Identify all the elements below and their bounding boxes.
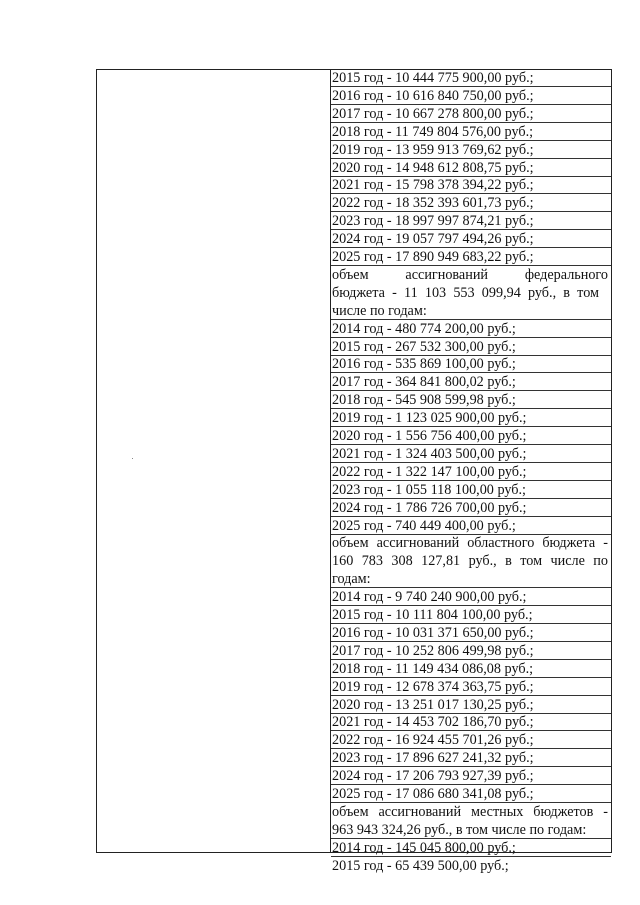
funding-line-federal-2015: 2015 год - 267 532 300,00 руб.; <box>331 339 611 356</box>
funding-line-regional-2019: 2019 год - 12 678 374 363,75 руб.; <box>331 679 611 696</box>
funding-line-regional-2016: 2016 год - 10 031 371 650,00 руб.; <box>331 625 611 642</box>
funding-line-total-2019: 2019 год - 13 959 913 769,62 руб.; <box>331 142 611 159</box>
funding-line-total-2025: 2025 год - 17 890 949 683,22 руб.; <box>331 249 611 266</box>
federal-budget-heading-2: бюджета - 11 103 553 099,94 руб., в том <box>332 284 599 301</box>
funding-line-total-2020: 2020 год - 14 948 612 808,75 руб.; <box>331 160 611 177</box>
funding-line-federal-2024: 2024 год - 1 786 726 700,00 руб.; <box>331 500 611 517</box>
funding-line-regional-2022: 2022 год - 16 924 455 701,26 руб.; <box>331 732 611 749</box>
funding-line-total-2024: 2024 год - 19 057 797 494,26 руб.; <box>331 231 611 248</box>
federal-budget-heading-1: объем ассигнований федерального <box>332 266 608 283</box>
regional-budget-heading-2: 160 783 308 127,81 руб., в том числе по <box>332 553 608 570</box>
funding-line-federal-2022: 2022 год - 1 322 147 100,00 руб.; <box>331 464 611 481</box>
federal-budget-heading-3: числе по годам: <box>331 303 611 320</box>
funding-line-total-2016: 2016 год - 10 616 840 750,00 руб.; <box>331 88 611 105</box>
funding-line-total-2022: 2022 год - 18 352 393 601,73 руб.; <box>331 195 611 212</box>
funding-line-total-2017: 2017 год - 10 667 278 800,00 руб.; <box>331 106 611 123</box>
funding-line-regional-2015: 2015 год - 10 111 804 100,00 руб.; <box>331 607 611 624</box>
funding-line-total-2018: 2018 год - 11 749 804 576,00 руб.; <box>331 124 611 141</box>
funding-line-federal-2020: 2020 год - 1 556 756 400,00 руб.; <box>331 428 611 445</box>
funding-line-total-2021: 2021 год - 15 798 378 394,22 руб.; <box>331 177 611 194</box>
funding-line-regional-2024: 2024 год - 17 206 793 927,39 руб.; <box>331 768 611 785</box>
regional-budget-heading-3: годам: <box>331 571 611 588</box>
funding-line-regional-2014: 2014 год - 9 740 240 900,00 руб.; <box>331 589 611 606</box>
funding-line-regional-2017: 2017 год - 10 252 806 499,98 руб.; <box>331 643 611 660</box>
table-right-cell <box>331 70 611 874</box>
table-left-cell <box>97 70 331 852</box>
funding-line-federal-2025: 2025 год - 740 449 400,00 руб.; <box>331 518 611 535</box>
funding-line-total-2023: 2023 год - 18 997 997 874,21 руб.; <box>331 213 611 230</box>
funding-line-federal-2019: 2019 год - 1 123 025 900,00 руб.; <box>331 410 611 427</box>
funding-line-federal-2018: 2018 год - 545 908 599,98 руб.; <box>331 392 611 409</box>
funding-table <box>96 69 612 874</box>
regional-budget-heading-1: объем ассигнований областного бюджета - <box>332 535 608 552</box>
funding-line-total-2015: 2015 год - 10 444 775 900,00 руб.; <box>331 70 611 87</box>
funding-line-local-2014: 2014 год - 145 045 800,00 руб.; <box>331 840 611 857</box>
funding-line-federal-2021: 2021 год - 1 324 403 500,00 руб.; <box>331 446 611 463</box>
funding-line-regional-2025: 2025 год - 17 086 680 341,08 руб.; <box>331 786 611 803</box>
funding-line-federal-2016: 2016 год - 535 869 100,00 руб.; <box>331 356 611 373</box>
funding-line-regional-2020: 2020 год - 13 251 017 130,25 руб.; <box>331 697 611 714</box>
local-budget-heading-1: объем ассигнований местных бюджетов - <box>332 803 608 820</box>
funding-line-local-2015: 2015 год - 65 439 500,00 руб.; <box>332 857 509 874</box>
funding-line-regional-2023: 2023 год - 17 896 627 241,32 руб.; <box>331 750 611 767</box>
funding-line-federal-2014: 2014 год - 480 774 200,00 руб.; <box>331 321 611 338</box>
funding-line-federal-2023: 2023 год - 1 055 118 100,00 руб.; <box>331 482 611 499</box>
funding-line-regional-2018: 2018 год - 11 149 434 086,08 руб.; <box>331 661 611 678</box>
local-budget-heading-2: 963 943 324,26 руб., в том числе по годам: <box>331 822 611 839</box>
funding-line-regional-2021: 2021 год - 14 453 702 186,70 руб.; <box>331 714 611 731</box>
funding-line-federal-2017: 2017 год - 364 841 800,02 руб.; <box>331 374 611 391</box>
